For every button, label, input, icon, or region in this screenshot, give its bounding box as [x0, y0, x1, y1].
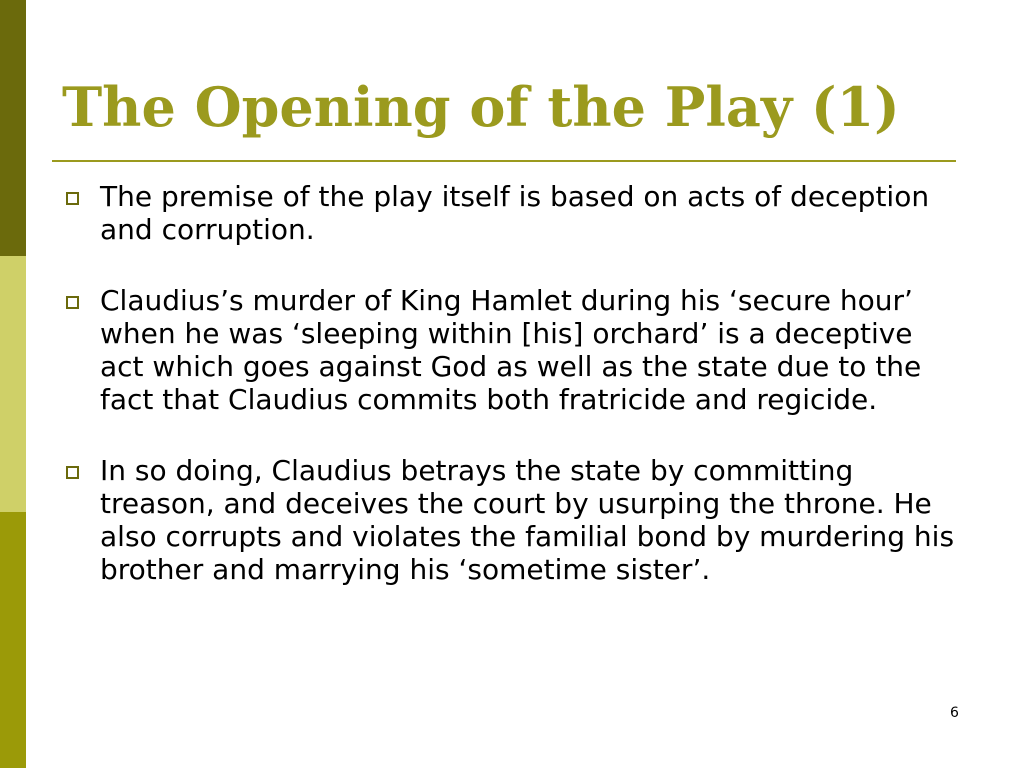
side-bar-bottom	[0, 512, 26, 768]
square-bullet-icon	[66, 296, 79, 309]
page-number: 6	[950, 705, 959, 721]
square-bullet-icon	[66, 466, 79, 479]
square-bullet-icon	[66, 192, 79, 205]
bullet-text: In so doing, Claudius betrays the state by committing treason, and deceives the court by usurping the throne. He also corrupts and violates the familial bond by murdering his brother and marrying his ‘sometime sister’.	[100, 454, 955, 586]
bullet-item	[62, 180, 962, 246]
title-divider	[52, 160, 956, 162]
side-bar-top	[0, 0, 26, 256]
slide-title: The Opening of the Play (1)	[62, 75, 900, 139]
bullet-item	[62, 454, 962, 586]
side-bar-middle	[0, 256, 26, 512]
bullet-text: The premise of the play itself is based on acts of deception and corruption.	[100, 180, 930, 246]
bullet-text: Claudius’s murder of King Hamlet during his ‘secure hour’ when he was ‘sleeping within [his] orchard’ is a deceptive act which goes against God as well as the state due to the fact that Claudius commits both fratricide and regicide.	[100, 284, 922, 416]
bullet-item	[62, 284, 962, 416]
bullet-list	[62, 180, 962, 624]
